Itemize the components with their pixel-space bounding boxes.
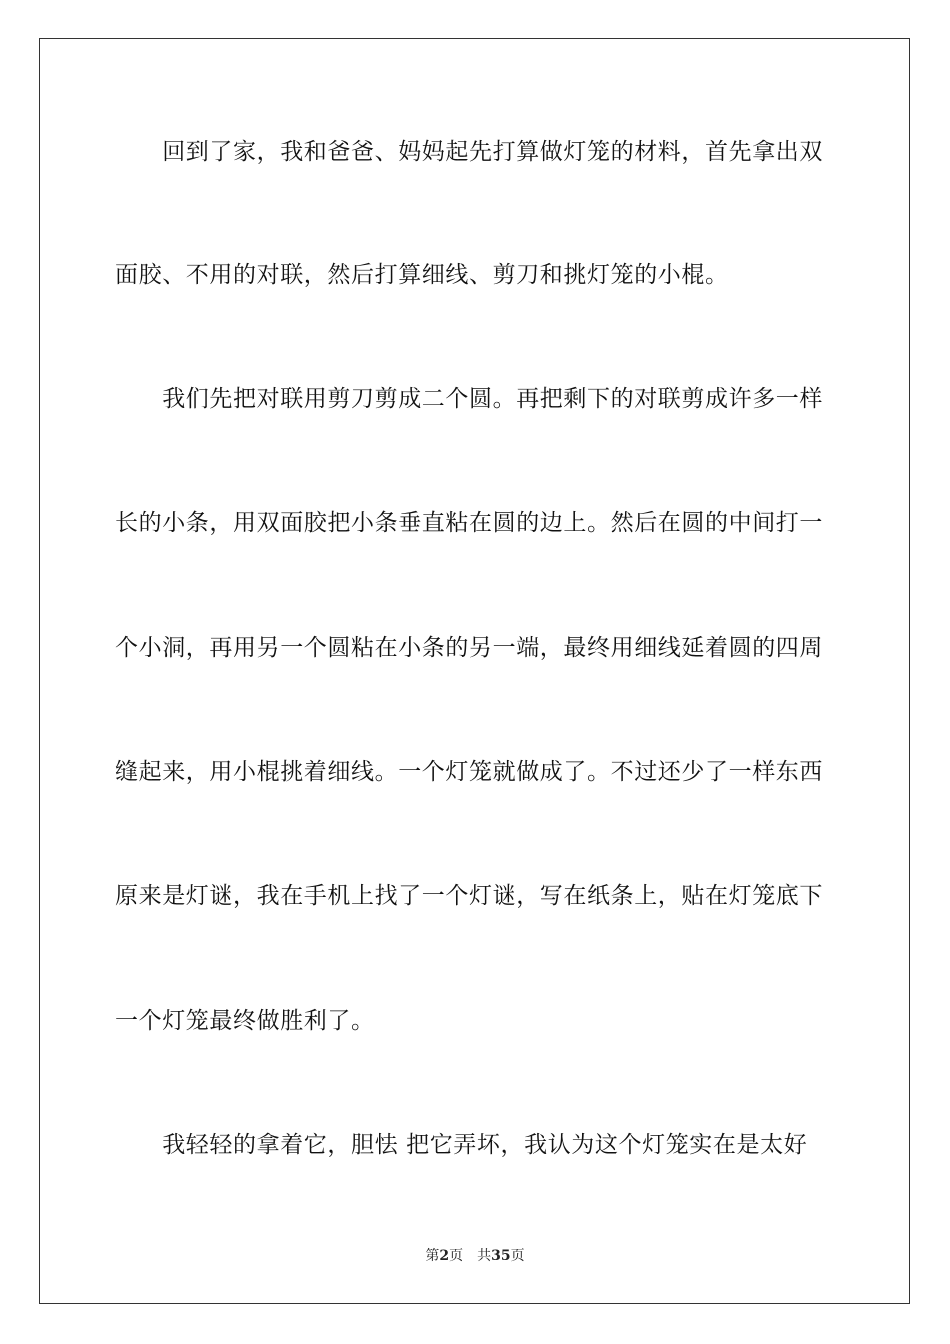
page-prefix: 第 — [425, 1248, 440, 1264]
page-frame — [39, 38, 910, 1304]
text-line: 面胶、不用的对联，然后打算细线、剪刀和挑灯笼的小棍。 — [115, 262, 729, 288]
text-line: 长的小条，用双面胶把小条垂直粘在圆的边上。然后在圆的中间打一 — [115, 510, 823, 536]
page-suffix: 页 — [449, 1248, 464, 1264]
text-line: 原来是灯谜，我在手机上找了一个灯谜，写在纸条上，贴在灯笼底下 — [115, 883, 823, 909]
text-line: 我们先把对联用剪刀剪成二个圆。再把剩下的对联剪成许多一样 — [115, 386, 823, 412]
total-suffix: 页 — [510, 1248, 525, 1264]
total-pages: 35 — [491, 1248, 511, 1264]
text-line: 缝起来，用小棍挑着细线。一个灯笼就做成了。不过还少了一样东西 — [115, 759, 823, 785]
page-footer — [0, 1247, 950, 1265]
page-number: 2 — [439, 1248, 450, 1264]
total-prefix: 共 — [477, 1248, 492, 1264]
text-line: 我轻轻的拿着它，胆怯 把它弄坏，我认为这个灯笼实在是太好 — [115, 1132, 808, 1158]
text-line: 一个灯笼最终做胜利了。 — [115, 1008, 375, 1034]
text-line: 回到了家，我和爸爸、妈妈起先打算做灯笼的材料，首先拿出双 — [115, 139, 823, 165]
text-line: 个小洞，再用另一个圆粘在小条的另一端，最终用细线延着圆的四周 — [115, 635, 823, 661]
